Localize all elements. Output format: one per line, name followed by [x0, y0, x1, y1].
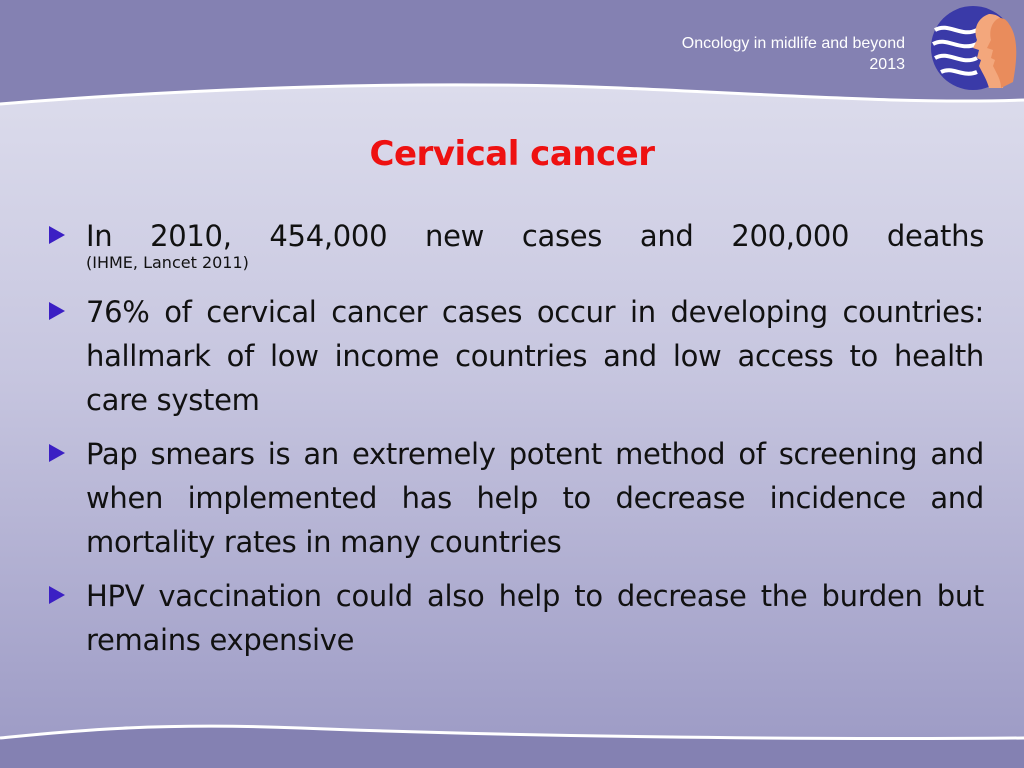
- profile-faces-logo-icon: [929, 4, 1017, 92]
- bullet-item: [48, 574, 988, 662]
- bullet-item: [48, 432, 988, 564]
- bullet-list: [48, 214, 988, 672]
- bullet-text: 76% of cervical cancer cases occur in developing countries: hallmark of low income countries and low access to health care system: [86, 295, 984, 417]
- bullet-text: In 2010, 454,000 new cases and 200,000 deaths: [86, 219, 984, 253]
- bullet-text: Pap smears is an extremely potent method of screening and when implemented has help to decrease incidence and mortality rates in many countries: [86, 437, 984, 559]
- bullet-arrow-icon: [48, 574, 86, 605]
- bullet-citation: (IHME, Lancet 2011): [86, 253, 249, 272]
- bullet-arrow-icon: [48, 214, 86, 245]
- header-line-2: 2013: [869, 56, 905, 73]
- bullet-item: [48, 290, 988, 422]
- bullet-arrow-icon: [48, 290, 86, 321]
- slide-title: Cervical cancer: [369, 134, 655, 174]
- bullet-arrow-icon: [48, 432, 86, 463]
- bullet-item: [48, 214, 988, 280]
- header-line-1: Oncology in midlife and beyond: [681, 35, 905, 52]
- bullet-text: HPV vaccination could also help to decrease the burden but remains expensive: [86, 579, 984, 657]
- conference-header: [682, 33, 905, 75]
